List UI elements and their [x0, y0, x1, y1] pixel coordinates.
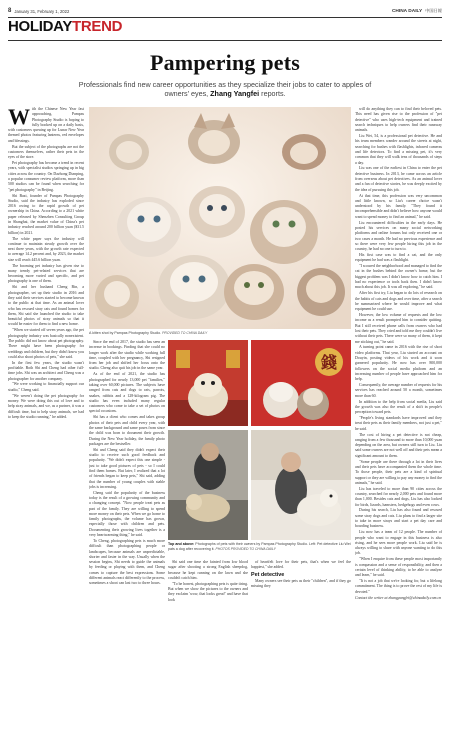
paragraph: "When I enquire from these people most importantly is compassion and a sense of responsibility, and then a certain level of thinking ability, to be able to analyze and learn," he said. [355, 557, 442, 578]
paragraph: During his search, Liu has also found and rescued some stray dogs and cats. Liu plans to find a larger site to take in more strays and start a pet day care and boarding business. [355, 508, 442, 529]
child-dog-illustration [251, 430, 351, 540]
deck [70, 80, 380, 98]
paragraph: The white paper says the industry will continue to maintain steady growth over the next three years, with the growth rate expected to average 14.2 percent and, by 2023, the market size will reach 445.6 billion yuan. [8, 236, 84, 262]
paragraph: A turning point came in 2016 with the rise of short video platforms. That year, Liu started an account on Douyin, posting videos of his work and it soon garnered popularity. He now has over 800,000 followers on the social media platform and an increasing number of people have approached him for help. [355, 345, 442, 382]
paragraph: After his first try, Liu began to do lots of research on the habits of cats and dogs and over time, after a search he summarized where he would improve and what equipment he could use. [355, 291, 442, 312]
paragraph: However, the low volume of requests and the low income as a result prompted him to consider quitting. But I still received phone calls from owners who had lost their pets. They cried and told me they couldn't live without their pets. There were so many of them, it kept me sticking out," he said. [355, 313, 442, 344]
paragraph: The cost of hiring a pet detective is not cheap, ranging from a few thousand to more than 10,000 yuan depending on the area, but owners still turn to Liu. Liu said some owners are not well off and their pets mean a significant amount to them. [355, 432, 442, 458]
photos-caption-title: Top and above: [168, 542, 195, 546]
paragraph: Shi and Cheng said they didn't expect their studio to receive such good feedback and popularity. "We didn't expect this one simple - just to take good pictures of pets - so I could find them homes. But later, I realized that a lot of friends began to keep pets," Shi said, adding that the number of young couples with stable jobs is increasing. [89, 447, 165, 489]
paragraph: But the subject of the photographs are not the customers themselves, rather their pets in the eyes of the store. [8, 144, 84, 160]
kitten-illustration [89, 107, 351, 329]
paragraph: "People's living standards have improved and they treat their pets as their family members, not just a pet," he said. [355, 416, 442, 431]
paragraph: "To be honest, photographing pets is quite tiring. But when we show the pictures to the owners and they exclaim 'wow, that looks great!' and have that look [168, 581, 248, 602]
masthead [8, 6, 442, 16]
paragraph: Shi has a client who comes and takes group photos of their pets and child every year, with the same background and same poses from since the child was born to document their growth. During the New Year holiday, the family photo packages are the bestseller. [89, 415, 165, 446]
section-rule [8, 40, 442, 41]
article-column-5 [355, 107, 442, 739]
paragraph: In addition to the help from social media, Liu said the growth was also the result of a shift in people's perception toward pets. [355, 399, 442, 415]
paragraph: In the first few years, the studio wasn't profitable. Both Shi and Cheng had other full-time jobs. Shi was an architect and Cheng was a photographer for another company. [8, 360, 84, 381]
paragraph: Liu now has a team of 12 people. The number of people who want to engage in this business is also rising, and he sees more people work. Liu said he is always willing to share with anyone wanting to do this job. [355, 530, 442, 556]
paragraph: Liu was one of the earliest in China to enter the pet detective business. In 2013, he came across an article from overseas about pet detectives. As an animal lover and a fan of detective stories, he was deeply excited by the idea of pursuing this job. [355, 166, 442, 192]
paragraph: Pet photography has become a trend in recent years, with specialist studios springing up in big cities across the country. On Dazhong Dianping, a popular consumer review platform, more than 500 studios can be found when searching for "pet photography" in Beijing. [8, 161, 84, 192]
paragraph: Liu encountered difficulties in the early days. He posted his services on many social networking platforms and online forums but only received one or two cases a month. He had no previous experience and so there were very few people hiring this job in the country, he had no one to turn to. [355, 220, 442, 252]
paragraph: Shi said one time she fainted from low blood sugar after shooting a strong English sheepdog, because he kept running on the lawn and she couldn't catch him. [168, 560, 248, 580]
photos-caption-text: Photographs of pets with their owners by Pampas Photography Studio. Left: Pet detective Liu Wei pats a dog after recovering it. [168, 542, 351, 551]
paragraph: Since the end of 2017, the studio has seen an increase in bookings. Finding that she could no longer work after the studio while working full time, coupled with her pregnancy, Shi resigned from her job and shifted her focus onto the studio. Cheng also quit his job in the same year. [89, 340, 165, 371]
paragraph: As of the end of 2021, the studio has photographed for nearly 13,000 pet "families," taking over 60,000 pictures. The subjects have ranged from cats and dogs to rats, parrots, snakes, rabbits and a 128-kilogram pig. The studio has even included many regular customers who come to take a set of photos on special occasions. [89, 372, 165, 414]
detective-dog-photo [168, 430, 248, 540]
paragraph: "We were working to financially support our studio," Cheng said. [8, 382, 84, 392]
paragraph: ith the Chinese New Year fast approaching, Pampas Photography Studio is hoping to fully booked up on a daily basis, with customers queuing up for Lunar New Year themed photos featuring lanterns, red envelopes and blessings. [8, 107, 84, 143]
subhead-pet-detective: Pet detective [251, 571, 285, 578]
paragraph: Many owners see their pets as their "children", and if they go missing they [251, 578, 351, 589]
dog-illustration [168, 340, 248, 426]
section-title-a: HOLIDAY [8, 18, 73, 35]
cats-money-illustration [251, 340, 351, 426]
paragraph: His first case was to find a cat, and the only equipment he had was a flashlight. [355, 252, 442, 263]
paragraph: of heartfelt love for their pets, that's when we feel the happiest," she added. [251, 560, 351, 570]
paragraph: Consequently, the average number of requests for his services has reached around 50 a month, sometimes more than 60. [355, 383, 442, 398]
photos-credit: PHOTOS PROVIDED TO CHINA DAILY [215, 546, 276, 551]
paragraph: "When we started off seven years ago, the pet photography industry was basically nonexistent. The public did not know about pet photography. There might have been photography for weddings and children, but they didn't know you could also shoot photos of pets," she said. [8, 328, 84, 359]
money-character: 錢 [320, 353, 338, 372]
drop-cap: W [8, 107, 30, 129]
dog-photo [168, 340, 248, 426]
paragraph: Liu has traveled to more than 90 cities across the country, searched for nearly 2,000 pets and found more than 1,000. Besides cats and dogs, Liu has also looked for birds, lizards, hamsters, hedgehogs and even cows. [355, 486, 442, 507]
child-dog-photo [251, 430, 351, 540]
paragraph: The booming pet industry has given rise to many trendy pet-related services that are becoming more varied and specific, and pet photography is one of them. [8, 263, 84, 284]
kitten-caption-text: A kitten shot by Pampas Photography Studio. [89, 331, 162, 335]
article-column-1 [8, 107, 84, 739]
page-number: 8 [8, 8, 12, 14]
byline: Zhang Yangfei [210, 89, 260, 98]
article-column-4 [251, 560, 351, 739]
paragraph: "We weren't doing the pet photography for money. We were doing this out of love and to help stray animals, and we, as a partner, it was a difficult time, but to help stray animals, we had to keep the studio running," he added. [8, 393, 84, 419]
deck-text: Professionals find new career opportunities as they specialize their jobs to cater to apples of owners' eyes, [78, 80, 372, 98]
kitten-credit: PROVIDED TO CHINA DAILY [162, 331, 208, 335]
section-title [8, 19, 122, 34]
paragraph: Shi and her husband Cheng Bin, a photographer, set up their studio in 2016 and they said their services started to become known to the public at that time. As an animal lover who has rescued stray cats and found homes for them, Shi said she launched the studio to take beautiful photos of stray animals so that it would be easier for them to find a new home. [8, 285, 84, 327]
article-column-3 [168, 560, 248, 739]
kitten-caption [89, 331, 351, 336]
paragraph: "It is not a job that we're looking for, but a lifelong commitment. The thing is to prove the rest of my life is devoted." [355, 579, 442, 594]
paragraph: Shi Bazi, founder of Pampas Photography Studio, said the industry has exploded since 2016 owing to the rapid growth of pet ownership in China. According to a 2021 white paper released by Shenzhen Consulting Group in Shanghai, the market value of China's pet industry reached around 200 billion yuan ($31.5 billion) in 2021. [8, 193, 84, 235]
article-column-2 [89, 340, 165, 739]
headline: Pampering pets [149, 50, 301, 75]
detective-dog-illustration [168, 430, 248, 540]
section-title-b: TREND [72, 18, 123, 35]
paper-name: CHINA DAILY [391, 8, 423, 14]
paper-name-cn: 中国日報 [425, 8, 442, 13]
paragraph: At that time, this profession was very uncommon and little known, so Liu's career choice wasn't understood by his family. "They found it incomprehensible and didn't believe how anyone would want to spend money to find an animal," he said. [355, 193, 442, 219]
paragraph: Cheng said the popularity of the business today is the result of a growing community and a changing concept. "Now people treat pets as part of the family. They are willing to spend more money on their pets. When we go home to family photographs, the volume has grown, especially those with children and pets. Documenting their growing lives together is a very heartwarming thing," he said. [89, 490, 165, 538]
cats-money-photo [251, 340, 351, 426]
paragraph: "Some people are there through a lot in their lives and their pets have accompanied them the whole time. To those people, their pets are a kind of spiritual support or they are willing to pay any money to find the animals," he said. [355, 459, 442, 485]
photos-caption [168, 542, 351, 551]
paragraph: To Cheng, photographing pets is much more difficult than photographing people or landscapes, because animals are unpredictable, shorter and faster in the way. Usually when the session begins, Shi needs to guide the animals by feeding or playing with them, and Cheng comes to capture the best expressions. Some different animals react differently to the process, sometimes a shoot can last two to three hours. [89, 538, 165, 586]
kitten-photo [89, 107, 351, 329]
paragraph: Liu Wei, 54, is a professional pet detective. He and his team members wander around the streets at night, searching for bushes with flashlights, infrared cameras and life detectors. To find a missing pet, it's very common that they will walk tens of thousands of steps a day. [355, 134, 442, 165]
issue-date: January 31, February 1, 2022 [14, 8, 70, 14]
deck-end: reports. [261, 89, 286, 98]
contact-line: Contact the writer at zhangyangfei@chinadaily.com.cn [355, 595, 442, 600]
paragraph: "I scoured the neighborhood and managed to find the cat in the bushes behind the owner's home, but the biggest problem was I didn't know how to catch him. I had no experience or tools back then. I didn't know much about this job. It was all exploring," he said. [355, 264, 442, 290]
paragraph: will do anything they can to find their beloved pets. This need has given rise to the profession of "pet detective" who uses high-tech equipment and trained search techniques to help owners find their runaway animals. [355, 107, 442, 133]
